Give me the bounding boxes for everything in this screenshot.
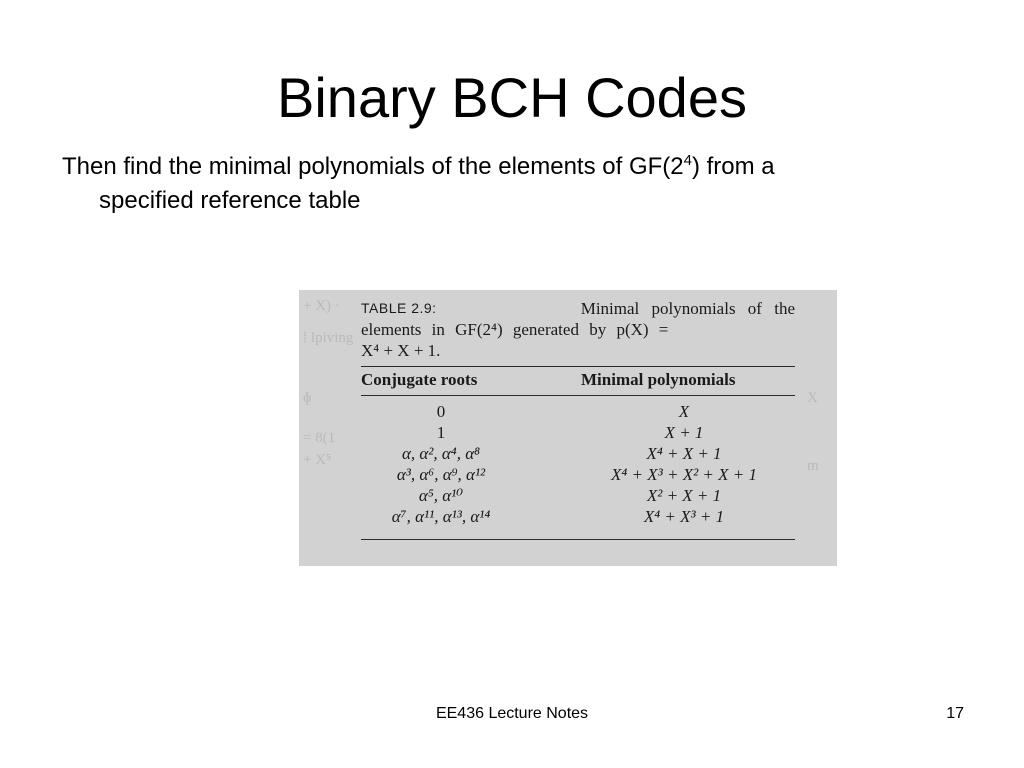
body-line2-text: specified reference table [99,187,361,214]
table-cell-roots: α³, α⁶, α⁹, α¹² [396,465,486,484]
body-line1-text: Then find the minimal polynomials of the elements of GF(2 [62,153,684,180]
scan-bleed-texture: m [807,458,819,474]
table-header-roots: Conjugate roots [361,370,478,389]
table-cell-polynomial: X⁴ + X + 1 [646,444,722,463]
scan-bleed-texture: X [807,390,818,406]
table-cell-polynomial: X + 1 [664,423,704,442]
table-cell-polynomial: X² + X + 1 [646,486,722,505]
table-top-rule [361,366,795,367]
scan-bleed-texture: + X) · [303,298,340,314]
body-line1-text-end: ) from a [691,153,775,180]
table-cell-roots: 0 [436,402,446,421]
table-caption-line1: Minimal polynomials of the [580,299,795,318]
table-column-roots [361,401,521,527]
table-caption-line2: elements in GF(2⁴) generated by p(X) = [361,320,669,339]
scan-bleed-texture: ɸ [303,390,312,406]
table-cell-roots: α, α², α⁴, α⁸ [401,444,481,463]
table-caption-line3: X⁴ + X + 1. [361,341,441,360]
table-column-polynomials [569,401,799,527]
slide-number: 17 [946,705,964,722]
table-cell-polynomial: X [678,402,690,421]
table-caption-label: TABLE 2.9: [361,300,437,316]
scanned-table-image [299,290,837,566]
slide-title: Binary BCH Codes [277,66,747,129]
table-cell-roots: 1 [436,423,446,442]
scan-bleed-texture: + X⁵ [303,452,332,468]
table-cell-polynomial: X⁴ + X³ + X² + X + 1 [610,465,758,484]
body-line1-superscript: 4 [683,152,692,169]
table-cell-roots: α⁵, α¹⁰ [418,486,464,505]
slide-body [62,150,962,218]
footer-course-label: EE436 Lecture Notes [435,705,589,722]
table-header-polynomials: Minimal polynomials [581,370,736,389]
table-cell-roots: α⁷, α¹¹, α¹³, α¹⁴ [391,507,491,526]
scan-bleed-texture: ⁞ lpiving [303,330,354,346]
table-cell-polynomial: X⁴ + X³ + 1 [643,507,725,526]
table-bottom-rule [361,539,795,540]
scan-bleed-texture: = 8(1 [303,430,336,446]
table-caption [361,298,795,361]
table-header-rule [361,395,795,396]
